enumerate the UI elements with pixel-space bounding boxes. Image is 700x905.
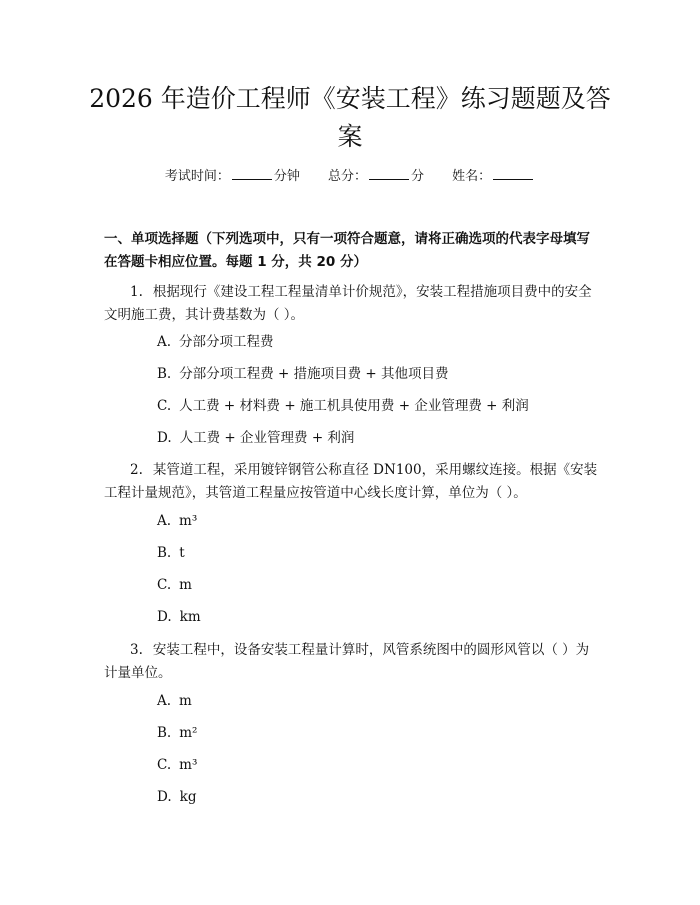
option-text: m [179, 577, 192, 593]
option-letter: D. [157, 430, 172, 446]
option-letter: B. [157, 366, 172, 382]
exam-time [165, 169, 300, 184]
question-number: 1. [130, 284, 143, 300]
time-blank [232, 167, 272, 180]
exam-meta [0, 167, 700, 187]
question-1 [104, 281, 598, 327]
option-1a [157, 332, 597, 352]
option-letter: C. [157, 757, 172, 773]
time-label: 考试时间： [164, 169, 230, 184]
page-title: 2026 年造价工程师《安装工程》练习题题及答案 [89, 84, 611, 151]
question-3 [104, 639, 598, 685]
option-text: 人工费 + 材料费 + 施工机具使用费 + 企业管理费 + 利润 [179, 398, 529, 414]
section-heading: 一、单项选择题（下列选项中，只有一项符合题意，请将正确选项的代表字母填写在答题卡相应位置。每题 1 分，共 20 分） [104, 231, 590, 270]
name-blank [493, 167, 533, 180]
option-2b [157, 543, 597, 563]
question-2 [104, 459, 598, 505]
option-text: m³ [179, 757, 198, 773]
option-text: km [179, 609, 201, 625]
option-text: 人工费 + 企业管理费 + 利润 [179, 430, 355, 446]
option-letter: A. [157, 334, 172, 350]
question-text: 安装工程中，设备安装工程量计算时，风管系统图中的圆形风管以（ ）为计量单位。 [104, 642, 590, 681]
option-text: 分部分项工程费 [179, 334, 274, 350]
option-3a [157, 691, 597, 711]
score-label: 总分： [327, 169, 367, 184]
option-letter: C. [157, 398, 172, 414]
option-text: m [179, 693, 192, 709]
option-letter: D. [157, 789, 172, 805]
exam-name [452, 169, 535, 184]
option-text: kg [179, 789, 197, 805]
option-letter: D. [157, 609, 172, 625]
option-3c [157, 755, 597, 775]
question-text: 某管道工程，采用镀锌钢管公称直径 DN100，采用螺纹连接。根据《安装工程计量规范》，其管道工程量应按管道中心线长度计算，单位为（ ）。 [104, 462, 598, 501]
question-text: 根据现行《建设工程工程量清单计价规范》，安装工程措施项目费中的安全文明施工费，其计费基数为（ ）。 [104, 284, 592, 323]
option-1b [157, 364, 597, 384]
option-1c [157, 396, 597, 416]
question-number: 3. [130, 642, 143, 658]
time-unit: 分钟 [273, 169, 300, 184]
exam-score [328, 169, 424, 184]
option-3d [157, 787, 597, 807]
score-blank [369, 167, 409, 180]
option-text: 分部分项工程费 + 措施项目费 + 其他项目费 [179, 366, 449, 382]
option-letter: B. [157, 545, 172, 561]
option-1d [157, 428, 597, 448]
option-text: m³ [179, 513, 198, 529]
option-text: t [179, 545, 185, 561]
option-text: m² [179, 725, 198, 741]
option-2d [157, 607, 597, 627]
option-2c [157, 575, 597, 595]
option-letter: A. [157, 513, 172, 529]
score-unit: 分 [411, 169, 425, 184]
option-letter: C. [157, 577, 172, 593]
option-2a [157, 511, 597, 531]
name-label: 姓名： [452, 169, 492, 184]
option-3b [157, 723, 597, 743]
option-letter: A. [157, 693, 172, 709]
option-letter: B. [157, 725, 172, 741]
question-number: 2. [130, 462, 143, 478]
